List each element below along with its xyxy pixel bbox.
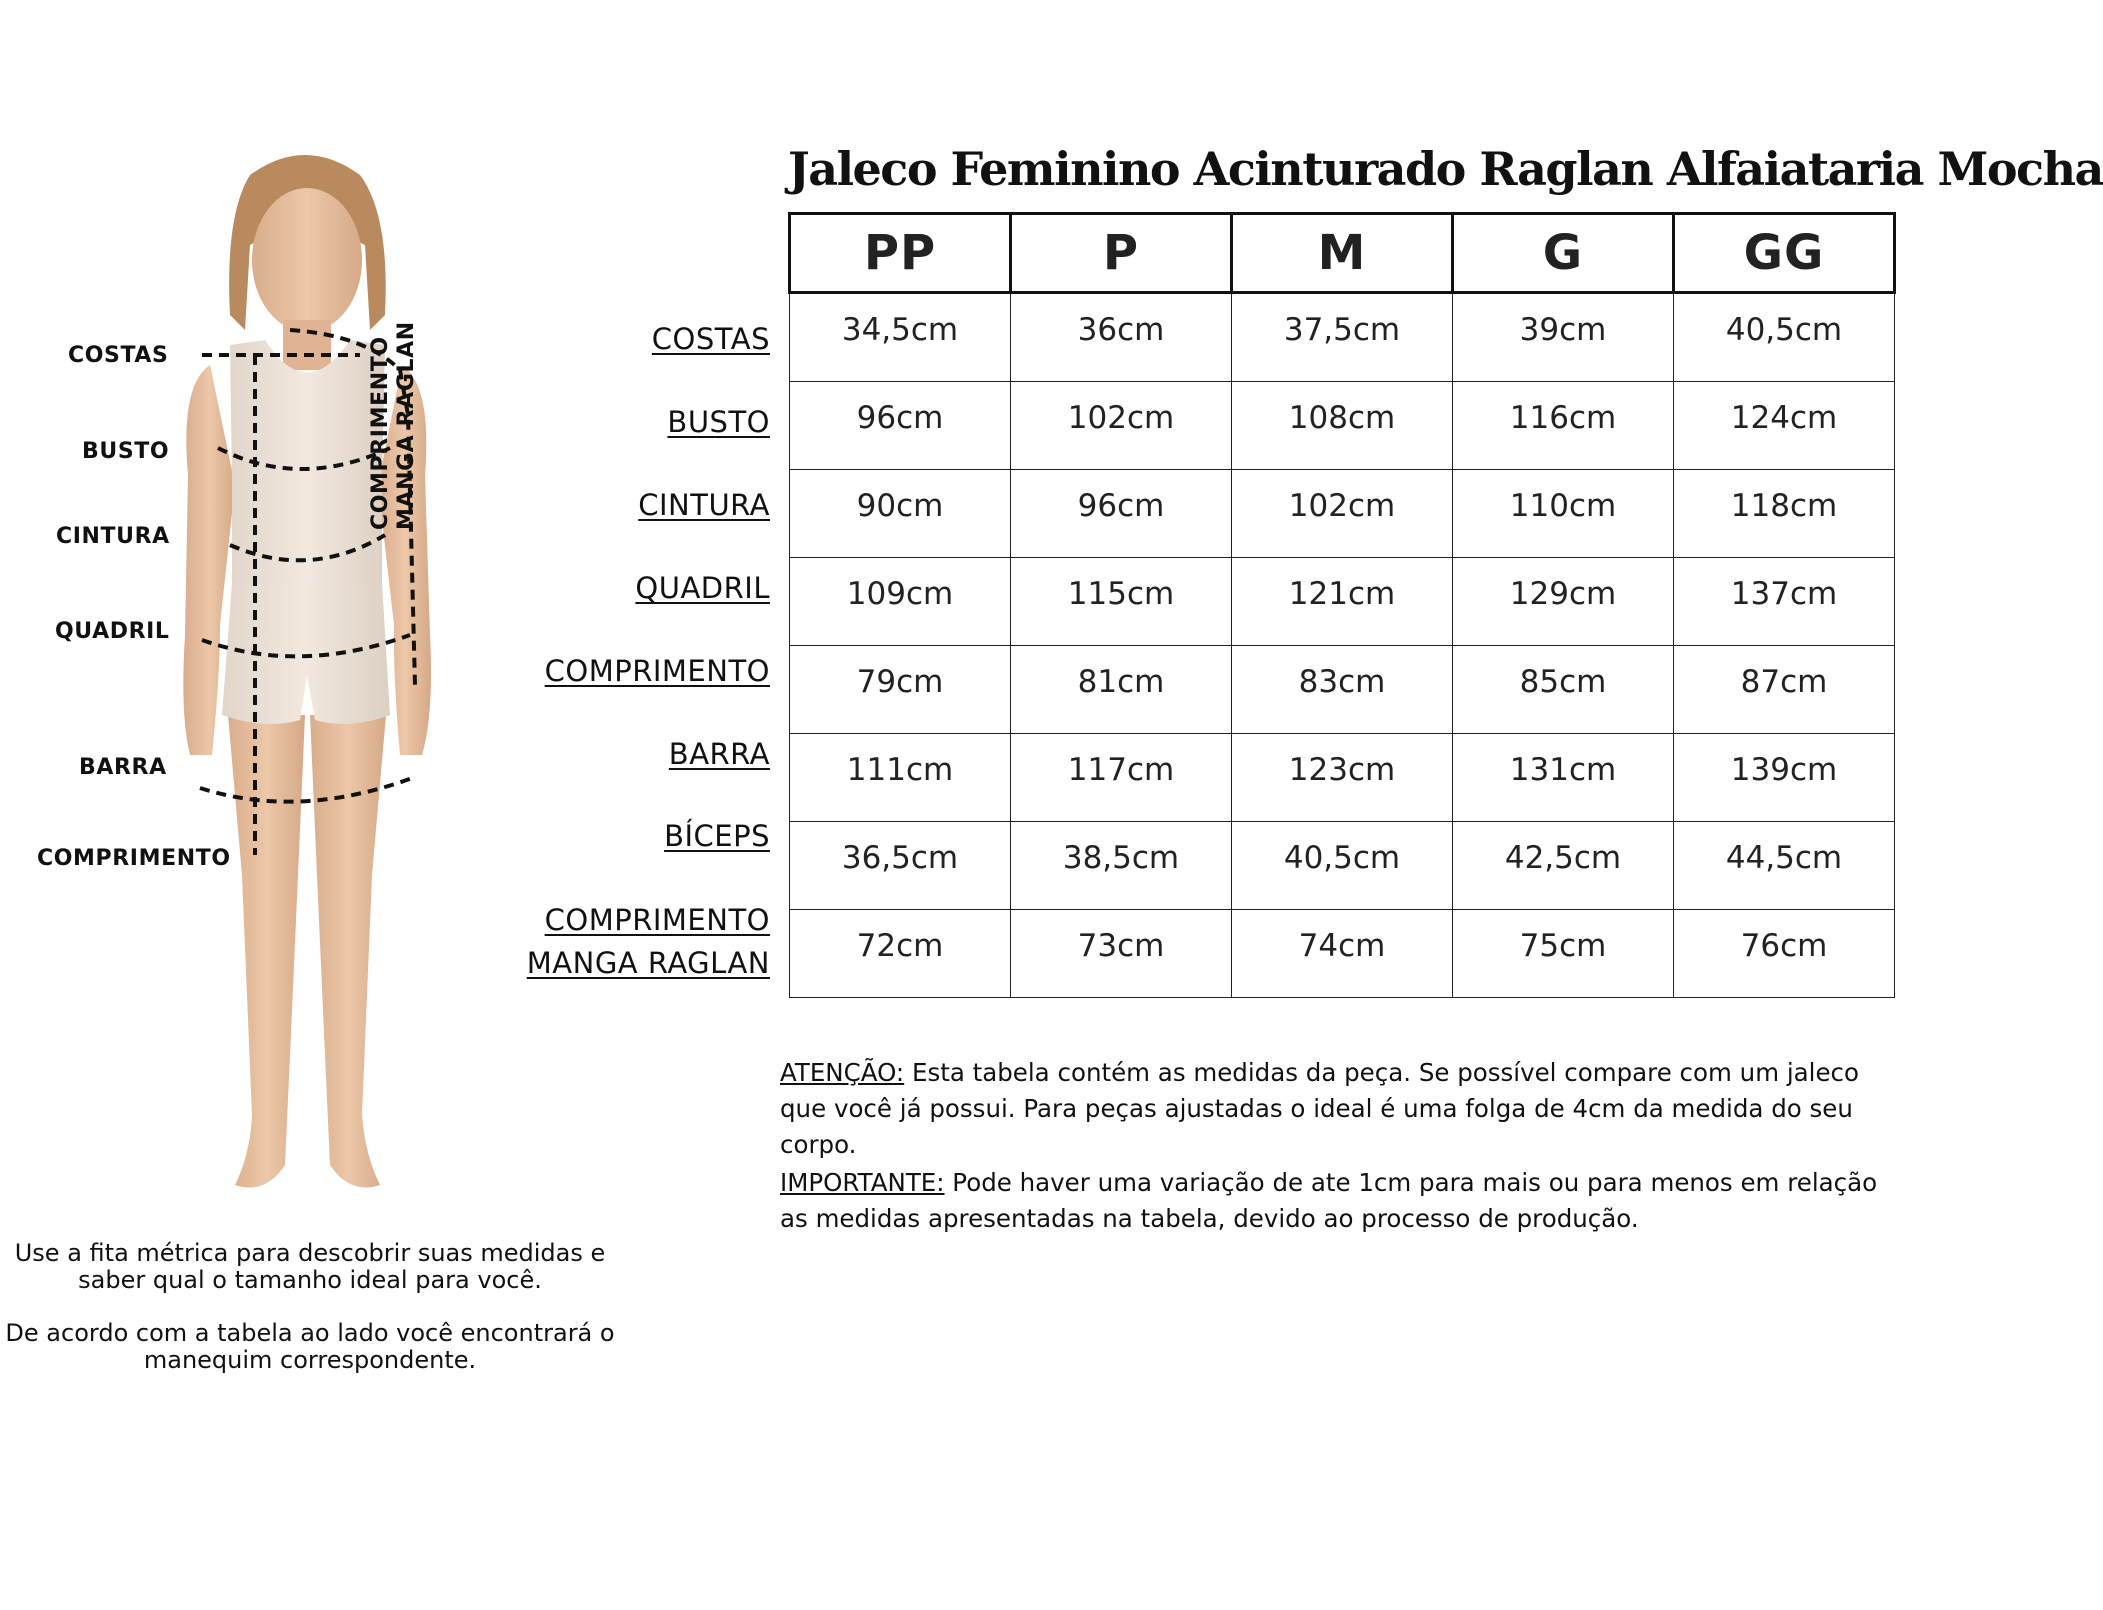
table-row xyxy=(790,558,1895,646)
attention-text: Esta tabela contém as medidas da peça. Se possível compare com um jaleco que você já possui. Para peças ajustadas o ideal é uma folga de 4cm da medida do seu corpo. xyxy=(780,1058,1860,1159)
body-figure xyxy=(150,155,460,1210)
face-shape xyxy=(252,188,362,332)
table-cell: 75cm xyxy=(1453,910,1674,998)
table-cell: 39cm xyxy=(1453,293,1674,382)
table-cell: 117cm xyxy=(1011,734,1232,822)
table-cell: 42,5cm xyxy=(1453,822,1674,910)
table-cell: 40,5cm xyxy=(1674,293,1895,382)
figure-label-busto: BUSTO xyxy=(82,439,170,464)
table-row xyxy=(790,470,1895,558)
size-header: P xyxy=(1011,214,1232,293)
table-cell: 124cm xyxy=(1674,382,1895,470)
caption-1: Use a fita métrica para descobrir suas medidas e saber qual o tamanho ideal para você. xyxy=(14,1239,606,1294)
table-row xyxy=(790,293,1895,382)
table-cell: 108cm xyxy=(1232,382,1453,470)
table-cell: 102cm xyxy=(1011,382,1232,470)
table-cell: 74cm xyxy=(1232,910,1453,998)
size-header: G xyxy=(1453,214,1674,293)
row-label-quadril: QUADRIL xyxy=(635,571,770,605)
table-row xyxy=(790,822,1895,910)
attention-note xyxy=(780,1055,1890,1163)
table-row xyxy=(790,910,1895,998)
important-text: Pode haver uma variação de ate 1cm para mais ou para menos em relação as medidas apresentadas na tabela, devido ao processo de produção. xyxy=(780,1168,1878,1233)
row-label-cintura: CINTURA xyxy=(638,488,770,522)
size-header: PP xyxy=(790,214,1011,293)
table-cell: 81cm xyxy=(1011,646,1232,734)
figure-label-comprimento: COMPRIMENTO xyxy=(37,846,231,871)
important-lead: IMPORTANTE: xyxy=(780,1168,945,1197)
table-cell: 109cm xyxy=(790,558,1011,646)
table-cell: 129cm xyxy=(1453,558,1674,646)
table-cell: 85cm xyxy=(1453,646,1674,734)
row-label-comprimento-manga-1: COMPRIMENTO xyxy=(544,903,770,937)
table-cell: 83cm xyxy=(1232,646,1453,734)
figure-label-costas: COSTAS xyxy=(68,343,169,368)
figure-label-barra: BARRA xyxy=(79,755,167,780)
row-label-barra: BARRA xyxy=(668,737,770,771)
size-table xyxy=(788,212,1896,998)
table-cell: 96cm xyxy=(790,382,1011,470)
table-cell: 131cm xyxy=(1453,734,1674,822)
size-header: M xyxy=(1232,214,1453,293)
table-cell: 44,5cm xyxy=(1674,822,1895,910)
page-title: Jaleco Feminino Acinturado Raglan Alfaiataria Mocha xyxy=(788,142,2103,196)
table-cell: 38,5cm xyxy=(1011,822,1232,910)
table-cell: 110cm xyxy=(1453,470,1674,558)
figure-label-cintura: CINTURA xyxy=(56,524,170,549)
table-cell: 73cm xyxy=(1011,910,1232,998)
table-cell: 72cm xyxy=(790,910,1011,998)
caption-2: De acordo com a tabela ao lado você encontrará o manequim correspondente. xyxy=(5,1319,615,1374)
table-cell: 79cm xyxy=(790,646,1011,734)
figure-label-manga-1: COMPRIMENTO xyxy=(368,336,393,530)
table-cell: 116cm xyxy=(1453,382,1674,470)
table-cell: 34,5cm xyxy=(790,293,1011,382)
table-cell: 115cm xyxy=(1011,558,1232,646)
neck-shape xyxy=(283,320,331,370)
size-header: GG xyxy=(1674,214,1895,293)
table-row xyxy=(790,734,1895,822)
table-cell: 96cm xyxy=(1011,470,1232,558)
barra-line xyxy=(200,777,415,802)
table-cell: 36,5cm xyxy=(790,822,1011,910)
table-cell: 76cm xyxy=(1674,910,1895,998)
size-header-row xyxy=(790,214,1895,293)
left-leg xyxy=(228,715,305,1188)
row-label-costas: COSTAS xyxy=(651,322,770,356)
figure-label-quadril: QUADRIL xyxy=(55,619,170,644)
table-cell: 123cm xyxy=(1232,734,1453,822)
table-cell: 121cm xyxy=(1232,558,1453,646)
row-label-biceps: BÍCEPS xyxy=(664,819,770,853)
attention-lead: ATENÇÃO: xyxy=(780,1058,905,1087)
table-cell: 118cm xyxy=(1674,470,1895,558)
table-cell: 36cm xyxy=(1011,293,1232,382)
table-cell: 37,5cm xyxy=(1232,293,1453,382)
row-label-comprimento: COMPRIMENTO xyxy=(544,654,770,688)
table-cell: 40,5cm xyxy=(1232,822,1453,910)
table-row xyxy=(790,646,1895,734)
row-label-comprimento-manga-2: MANGA RAGLAN xyxy=(526,946,770,980)
table-cell: 102cm xyxy=(1232,470,1453,558)
table-cell: 90cm xyxy=(790,470,1011,558)
table-cell: 111cm xyxy=(790,734,1011,822)
table-row xyxy=(790,382,1895,470)
figure-label-manga-2: MANGA RAGLAN xyxy=(394,321,419,530)
table-cell: 137cm xyxy=(1674,558,1895,646)
row-label-busto: BUSTO xyxy=(667,405,770,439)
table-cell: 139cm xyxy=(1674,734,1895,822)
shorts xyxy=(222,583,390,724)
table-cell: 87cm xyxy=(1674,646,1895,734)
right-leg xyxy=(310,715,386,1188)
important-note xyxy=(780,1165,1890,1237)
